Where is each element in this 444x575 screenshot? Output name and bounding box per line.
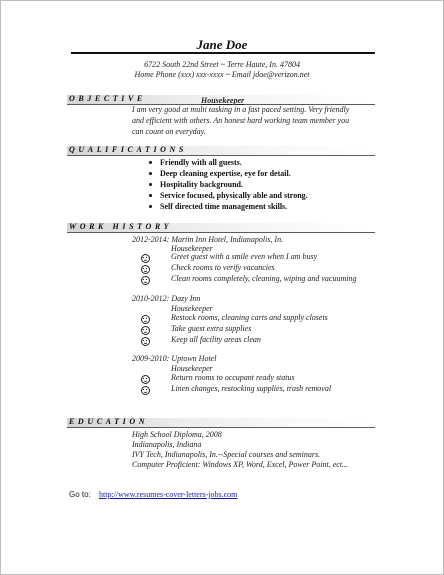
objective-title: Housekeeper	[201, 96, 245, 105]
qualification-item: Deep cleaning expertise, eye for detail.	[149, 168, 308, 179]
smiley-bullet-icon	[141, 315, 150, 324]
job-role: Housekeeper	[171, 364, 213, 373]
education-heading: EDUCATION	[69, 417, 149, 426]
qualification-item: Friendly with all guests.	[149, 157, 308, 168]
applicant-name: Jane Doe	[196, 37, 248, 52]
job-duty: Linen changes, restocking supplies, trash removal	[171, 384, 332, 393]
education-line: IVY Tech, Indianapolis, In.--Special courses and seminars.	[132, 450, 321, 459]
objective-line: can count on everyday.	[132, 127, 206, 136]
smiley-bullet-icon	[141, 265, 150, 274]
goto-label: Go to:	[69, 490, 91, 499]
work-history-heading: WORK HISTORY	[69, 222, 173, 231]
job-dates-employer: 2012-2014: Martin Inn Hotel, Indianapolis, In.	[132, 235, 284, 244]
qualification-item: Service focused, physically able and strong.	[149, 190, 308, 201]
smiley-bullet-icon	[141, 386, 150, 395]
smiley-bullet-icon	[141, 337, 150, 346]
education-heading-bar	[67, 418, 375, 428]
header-divider	[71, 52, 375, 54]
job-duty: Restock rooms, cleaning carts and supply closets	[171, 313, 328, 322]
address-line: 6722 South 22nd Street ~ Terre Haute, In. 47804	[144, 60, 300, 69]
education-line: High School Diploma, 2008	[132, 430, 222, 439]
qualifications-heading-bar	[67, 146, 375, 156]
education-line: Computer Proficient: Windows XP, Word, Excel, Power Point, ect...	[132, 460, 349, 469]
job-dates-employer: 2009-2010: Uptown Hotel	[132, 354, 217, 363]
qualification-item: Hospitality background.	[149, 179, 308, 190]
job-duty: Greet guest with a smile even when I am busy	[171, 252, 318, 261]
smiley-bullet-icon	[141, 276, 150, 285]
qualifications-heading: QUALIFICATIONS	[69, 145, 187, 154]
objective-line: I am very good at multi tasking in a fast paced setting. Very friendly	[132, 105, 350, 114]
job-role: Housekeeper	[171, 244, 213, 253]
qualification-item: Self directed time management skills.	[149, 201, 308, 212]
job-role: Housekeeper	[171, 304, 213, 313]
phone-email-line: Home Phone (xxx) xxx-xxxx ~ Email jdoe@verizon.net	[134, 70, 310, 79]
website-link[interactable]: http://www.resumes-cover-letters-jobs.com	[99, 490, 238, 499]
job-duty: Return rooms to occupant ready status	[171, 373, 295, 382]
qualifications-list	[149, 157, 308, 212]
objective-heading: OBJECTIVE	[69, 94, 146, 103]
education-line: Indianapolis, Indiana	[132, 440, 202, 449]
objective-line: and efficient with others. An honest hard working team member you	[132, 116, 350, 125]
smiley-bullet-icon	[141, 375, 150, 384]
job-duty: Take guest extra supplies	[171, 324, 252, 333]
smiley-bullet-icon	[141, 254, 150, 263]
work-history-heading-bar	[67, 223, 375, 233]
footer-goto	[69, 490, 238, 499]
job-dates-employer: 2010-2012: Dazy Inn	[132, 294, 201, 303]
smiley-bullet-icon	[141, 326, 150, 335]
job-duty: Check rooms to verify vacancies	[171, 263, 275, 272]
job-duty: Clean rooms completely, cleaning, wiping and vacuuming	[171, 274, 357, 283]
job-duty: Keep all facility areas clean	[171, 335, 261, 344]
